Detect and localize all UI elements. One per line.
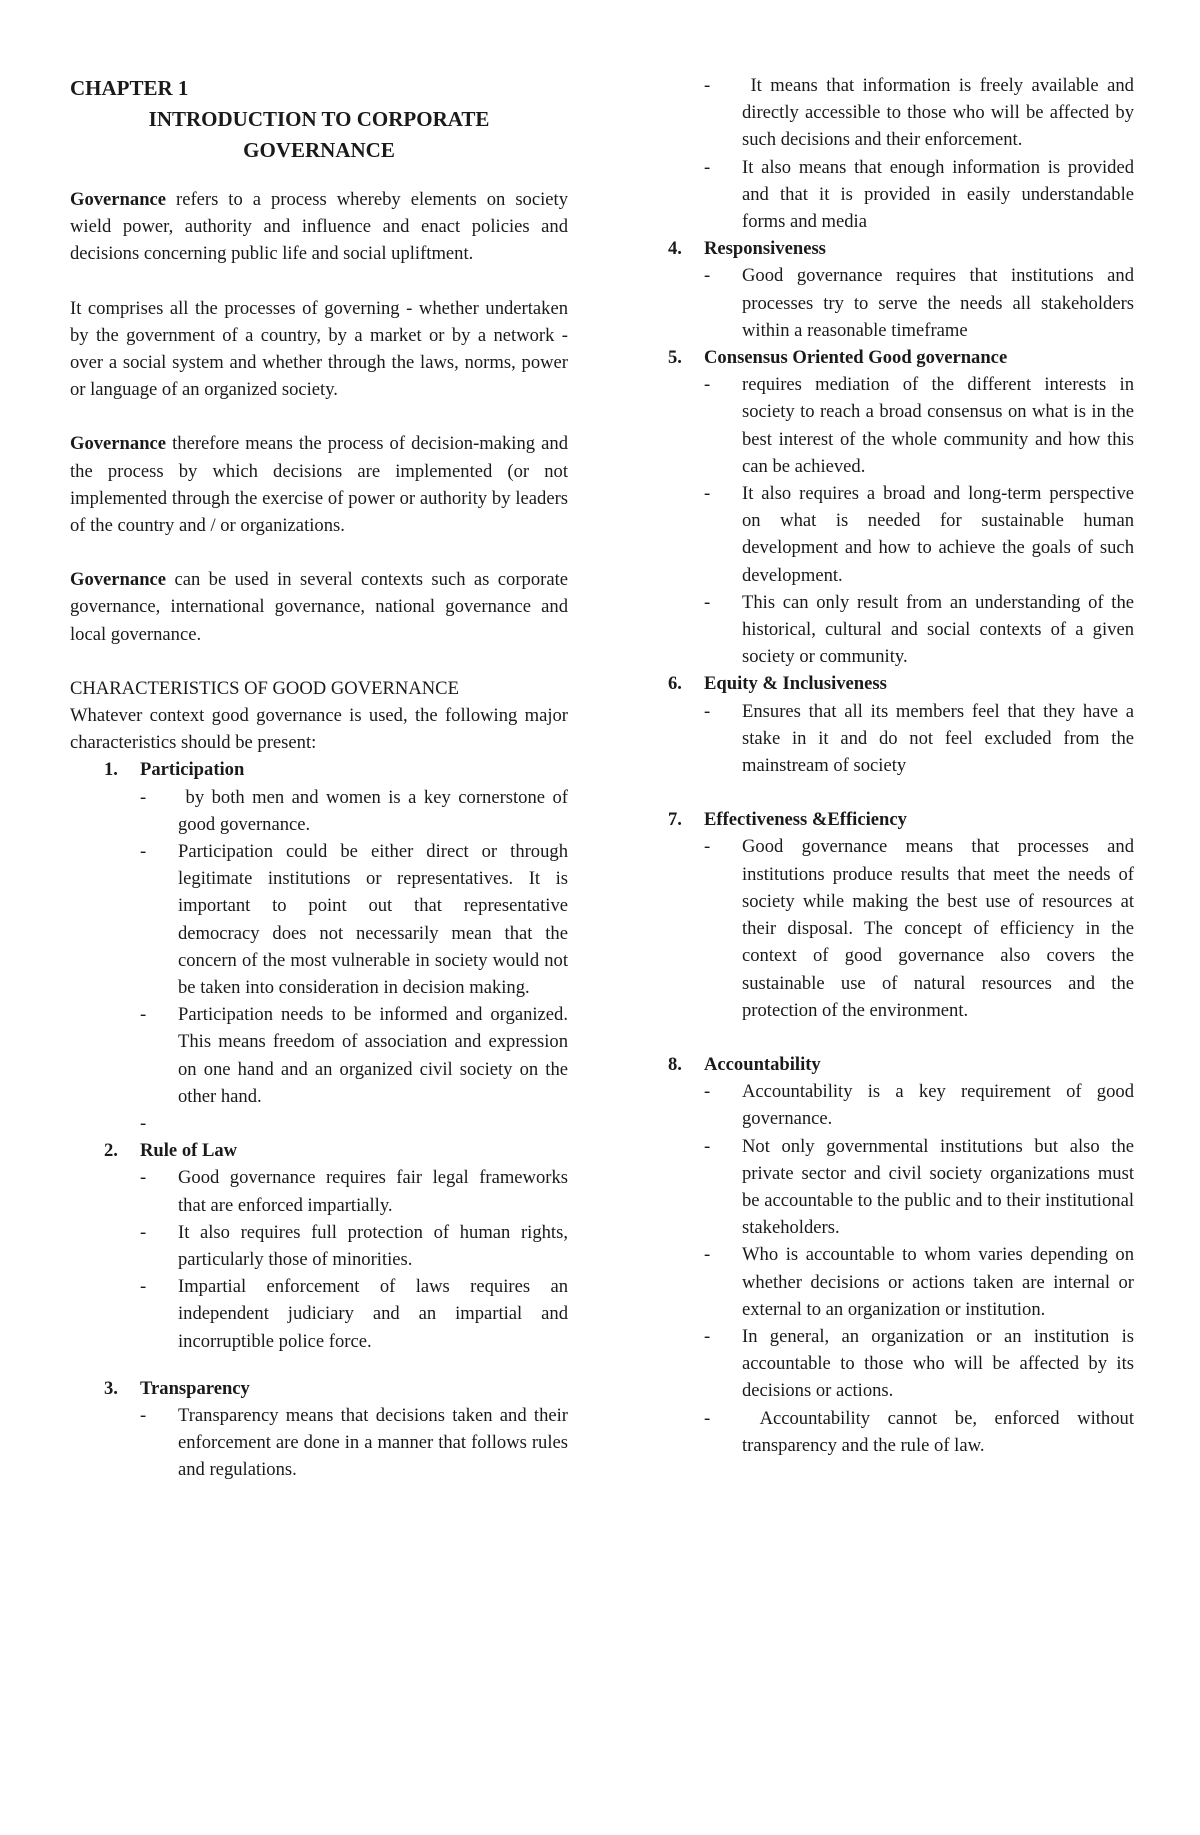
intro-paragraph-4: [70, 566, 568, 648]
term-governance: Governance: [70, 569, 167, 591]
list-item-text: Participation needs to be informed and organized. This means freedom of association and expression on one hand and an organized civil society on the other hand.: [178, 1004, 568, 1107]
dash-bullet: -: [704, 700, 711, 722]
intro-paragraph-1-text: refers to a process whereby elements on society wield power, authority and influence and enact policies and decisions concerning public life and social upliftment.: [70, 189, 568, 265]
characteristic-number: 8.: [668, 1053, 682, 1075]
list-item: [70, 1273, 568, 1355]
chapter-title: CHAPTER 1: [70, 76, 189, 100]
characteristic-points: [668, 371, 1134, 670]
characteristic-heading: [668, 670, 1134, 697]
list-item: [668, 833, 1134, 1023]
dash-bullet: -: [704, 265, 711, 287]
characteristic-number: 6.: [668, 673, 682, 695]
left-column: [70, 73, 573, 1484]
chapter-subtitle-line2: GOVERNANCE: [243, 138, 395, 162]
characteristic-points: [668, 1078, 1139, 1459]
dash-bullet: -: [140, 786, 147, 808]
list-item: [70, 1001, 568, 1110]
characteristic-number: 3.: [104, 1377, 118, 1399]
characteristic-points: [668, 262, 1134, 344]
list-item: [668, 1405, 1139, 1459]
characteristic-title: Equity & Inclusiveness: [704, 673, 887, 695]
list-item-text: Transparency means that decisions taken and their enforcement are done in a manner that follows rules and regulations.: [178, 1404, 568, 1481]
characteristic-title: Accountability: [704, 1053, 821, 1075]
characteristic-number: 5.: [668, 347, 682, 369]
list-item-text: Participation could be either direct or through legitimate institutions or representatives. It is important to point out that representative democracy does not necessarily mean that the concern of the most vulnerable in society would not be taken into consideration in decision making.: [178, 841, 568, 999]
characteristic-title: Effectiveness &Efficiency: [704, 809, 907, 831]
dash-bullet: -: [704, 1244, 711, 1266]
intro-paragraph-1: [70, 186, 568, 268]
characteristic-number: 1.: [104, 759, 118, 781]
characteristic-heading: [70, 1375, 568, 1402]
list-item: [668, 698, 1134, 780]
list-item: [668, 480, 1134, 589]
dash-bullet: -: [704, 156, 711, 178]
list-item: [668, 1078, 1134, 1132]
characteristic-title: Consensus Oriented Good governance: [704, 347, 1008, 369]
dash-bullet: -: [140, 1221, 147, 1243]
list-item: [70, 1164, 568, 1218]
characteristics-list-left: [70, 756, 573, 1483]
characteristic-item: [668, 1051, 1139, 1459]
characteristic-number: 4.: [668, 238, 682, 260]
list-item: [668, 589, 1134, 671]
dash-bullet: -: [704, 75, 711, 96]
characteristic-number: 2.: [104, 1140, 118, 1162]
characteristic-heading: [70, 1137, 568, 1164]
list-item: [668, 1241, 1134, 1323]
list-item-text: In general, an organization or an institution is accountable to those who will be affected by its decisions or actions.: [742, 1325, 1134, 1402]
characteristic-heading: [668, 806, 1134, 833]
characteristic-heading: [668, 1051, 1134, 1078]
transparency-points-continued: [668, 72, 1139, 235]
list-item-text: This can only result from an understanding of the historical, cultural and social contexts of a given society or community.: [742, 591, 1134, 668]
right-column: [668, 72, 1139, 1459]
characteristic-points: [70, 1402, 568, 1484]
dash-bullet: -: [704, 483, 711, 505]
characteristic-title: Participation: [140, 759, 245, 781]
list-item-text: Impartial enforcement of laws requires an independent judiciary and an impartial and incorruptible police force.: [178, 1276, 568, 1352]
intro-paragraph-3-text: therefore means the process of decision-making and the process by which decisions are implemented (or not implemented through the exercise of power or authority by leaders of the country and / or organizations.: [70, 433, 568, 537]
characteristic-points: [70, 784, 573, 1137]
list-item: [70, 1402, 568, 1484]
list-item: [668, 262, 1134, 344]
dash-bullet: -: [704, 374, 711, 396]
chapter-subtitle: [70, 104, 568, 166]
list-item: [668, 371, 1134, 480]
characteristic-item: [668, 806, 1134, 1024]
list-item: [70, 1110, 568, 1137]
list-item-text: Accountability cannot be, enforced without transparency and the rule of law.: [742, 1407, 1139, 1456]
characteristic-heading: [70, 756, 568, 783]
term-governance: Governance: [70, 433, 167, 455]
list-item-text: It means that information is freely available and directly accessible to those who will be affected by such decisions and their enforcement.: [742, 75, 1139, 151]
list-item: [668, 72, 1139, 154]
characteristic-points: [70, 1164, 568, 1354]
characteristic-title: Transparency: [140, 1377, 250, 1399]
characteristic-item: [70, 1137, 568, 1355]
list-item: [668, 1323, 1134, 1405]
list-item-text: It also requires a broad and long-term perspective on what is needed for sustainable human development and how to achieve the goals of such development.: [742, 483, 1134, 586]
dash-bullet: -: [140, 841, 147, 863]
characteristic-points: [668, 698, 1134, 780]
list-item-text: It also requires full protection of human rights, particularly those of minorities.: [178, 1221, 568, 1270]
characteristic-number: 7.: [668, 809, 682, 831]
list-item-text: Good governance requires fair legal frameworks that are enforced impartially.: [178, 1167, 568, 1216]
dash-bullet: -: [704, 1407, 711, 1429]
list-item: [70, 838, 568, 1001]
characteristics-heading: CHARACTERISTICS OF GOOD GOVERNANCE: [70, 677, 459, 699]
intro-paragraph-3: [70, 430, 568, 539]
list-item-text: Not only governmental institutions but also the private sector and civil society organizations must be accountable to the public and to their institutional stakeholders.: [742, 1135, 1134, 1239]
list-item-text: Who is accountable to whom varies depending on whether decisions or actions taken are internal or external to an organization or institution.: [742, 1244, 1134, 1320]
characteristic-title: Rule of Law: [140, 1140, 238, 1162]
characteristic-item: [668, 670, 1134, 779]
dash-bullet: -: [140, 1276, 147, 1298]
characteristic-item: [668, 344, 1134, 670]
list-item: [70, 784, 573, 838]
characteristic-item: [70, 756, 573, 1137]
dash-bullet: -: [704, 591, 711, 613]
list-item-text: Accountability is a key requirement of good governance.: [742, 1081, 1134, 1130]
characteristic-item: [70, 1375, 568, 1484]
term-governance: Governance: [70, 189, 167, 210]
dash-bullet: -: [704, 1325, 711, 1347]
list-item: [668, 154, 1134, 236]
dash-bullet: -: [704, 1135, 711, 1157]
dash-bullet: -: [140, 1004, 147, 1026]
intro-paragraph-4-text: can be used in several contexts such as corporate governance, international governance, national governance and local governance.: [70, 569, 568, 645]
dash-bullet: -: [704, 836, 711, 858]
list-item-text: by both men and women is a key cornerstone of good governance.: [178, 786, 573, 835]
characteristic-points: [668, 833, 1134, 1023]
list-item-text: Ensures that all its members feel that they have a stake in it and do not feel excluded from the mainstream of society: [742, 700, 1134, 777]
dash-bullet: -: [704, 1081, 711, 1103]
dash-bullet: -: [140, 1167, 147, 1189]
list-item-text: Good governance requires that institutions and processes try to serve the needs all stakeholders within a reasonable timeframe: [742, 265, 1134, 341]
characteristic-title: Responsiveness: [704, 238, 826, 260]
list-item: [668, 1133, 1134, 1242]
characteristic-heading: [668, 344, 1134, 371]
characteristic-heading: [668, 235, 1134, 262]
dash-bullet: -: [140, 1404, 147, 1426]
chapter-subtitle-line1: INTRODUCTION TO CORPORATE: [148, 107, 490, 131]
list-item-text: requires mediation of the different interests in society to reach a broad consensus on what is in the best interest of the whole community and how this can be achieved.: [742, 374, 1134, 477]
dash-bullet: -: [140, 1113, 147, 1135]
list-item-text: Good governance means that processes and institutions produce results that meet the needs of society while making the best use of resources at their disposal. The concept of efficiency in the context of good governance also covers the sustainable use of natural resources and the protection of the environment.: [742, 836, 1134, 1021]
characteristics-lead: Whatever context good governance is used, the following major characteristics should be present:: [70, 705, 568, 754]
intro-paragraph-2: It comprises all the processes of governing - whether undertaken by the government of a country, by a market or by a network - over a social system and whether through the laws, norms, power or language of an organized society.: [70, 297, 568, 401]
characteristics-list-right: [668, 235, 1139, 1459]
characteristic-item: [668, 235, 1134, 344]
list-item-text: It also means that enough information is provided and that it is provided in easily understandable forms and media: [742, 156, 1134, 233]
list-item: [70, 1219, 568, 1273]
